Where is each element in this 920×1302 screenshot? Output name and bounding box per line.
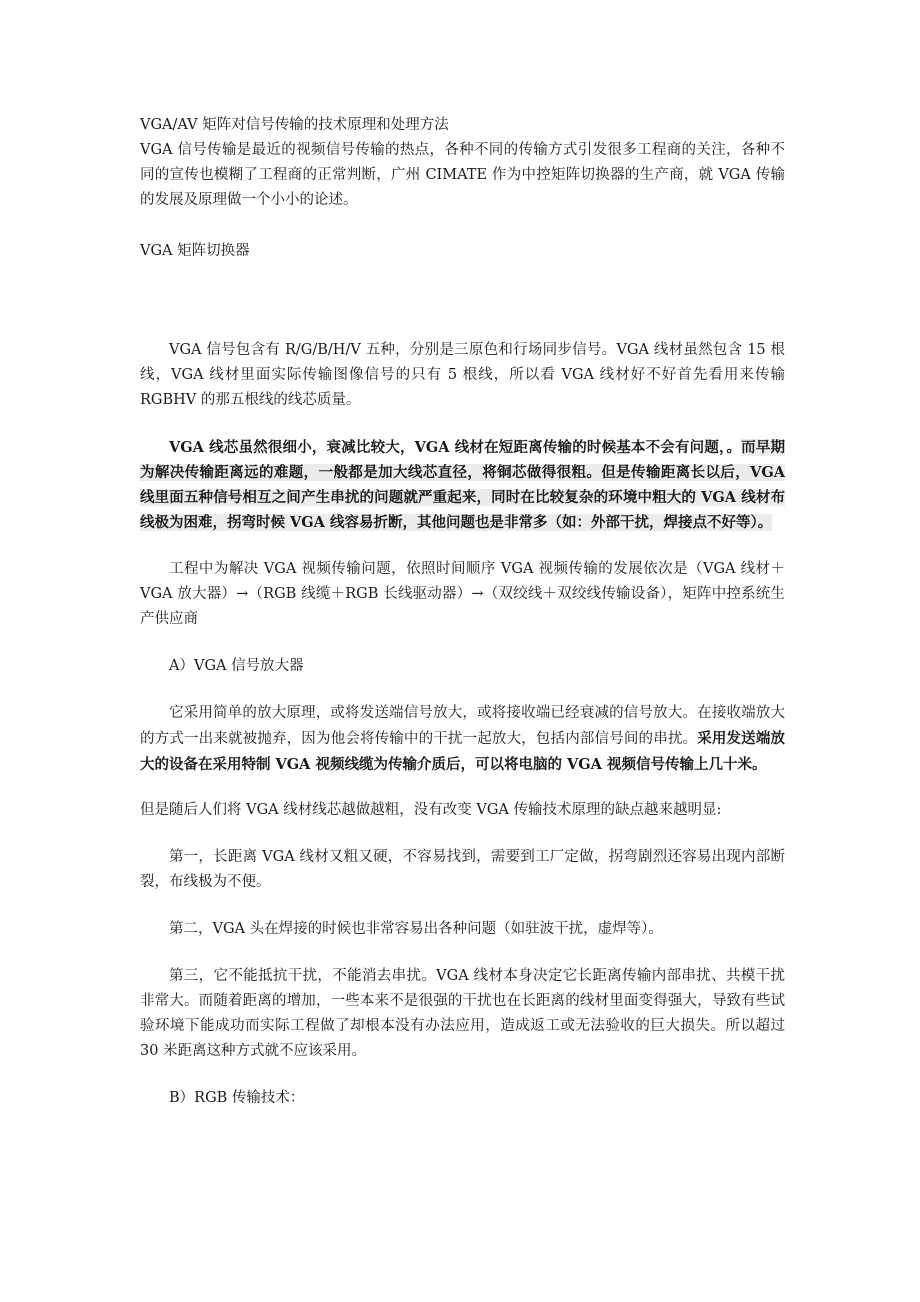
spacer xyxy=(140,413,785,435)
point-1: 第一，长距离 VGA 线材又粗又硬，不容易找到，需要到工厂定做，拐弯剧烈还容易出现内部断裂，布线极为不便。 xyxy=(140,849,785,890)
spacer xyxy=(140,942,785,964)
heading-b: B）RGB 传输技术： xyxy=(169,1090,305,1106)
spacer xyxy=(140,535,785,557)
bold-paragraph xyxy=(140,435,785,535)
history-paragraph: 工程中为解决 VGA 视频传输问题，依照时间顺序 VGA 视频传输的发展依次是（VGA 线材＋VGA 放大器）→（RGB 线缆＋RGB 长线驱动器）→（双绞线＋双绞线传输设备），矩阵中控系统生产供应商 xyxy=(140,561,785,627)
spacer xyxy=(140,264,785,338)
spacer xyxy=(140,895,785,917)
document-title: VGA/AV 矩阵对信号传输的技术原理和处理方法 xyxy=(140,117,449,133)
amplifier-bold-text: 采用发送端放大的设备在采用特制 VGA 视频线缆为传输介质后，可以将电脑的 VGA 视频信号传输上几十米。 xyxy=(140,730,786,773)
highlighted-text: 而早期为解决传输距离远的难题，一般都是加大线芯直径，将铜芯做得很粗。但是传输距离长以后，VGA 线里面五种信号相互之间产生串扰的问题就严重起来，同时在比较复杂的环境中粗大的 VGA 线材布线极为困难，拐弯时候 VGA 线容易折断，其他问题也是非常多（如：外部干扰，焊接点不好等）。 xyxy=(140,439,785,531)
amplifier-text: 它采用简单的放大原理，或将发送端信号放大，或将接收端已经衰减的信号放大。在接收端放大的方式一出来就被抛弃，因为他会将传输中的干扰一起放大，包括内部信号间的串扰。 xyxy=(140,705,785,747)
point-3: 第三，它不能抵抗干扰，不能消去串扰。VGA 线材本身决定它长距离传输内部串扰、共模干扰非常大。而随着距离的增加，一些本来不是很强的干扰也在长距离的线材里面变得强大，导致有些试验环境下能成功而实际工程做了却根本没有办法应用，造成返工或无法验收的巨大损失。所以超过 30 米距离这种方式就不应该采用。 xyxy=(140,968,785,1059)
spacer xyxy=(140,213,785,239)
spacer xyxy=(140,679,785,701)
but-paragraph: 但是随后人们将 VGA 线材线芯越做越粗，没有改变 VGA 传输技术原理的缺点越来越明显: xyxy=(140,802,722,818)
spacer xyxy=(140,1064,785,1086)
spacer xyxy=(140,632,785,654)
spacer xyxy=(140,823,785,845)
amplifier-paragraph xyxy=(140,701,785,778)
spacer xyxy=(140,778,785,798)
section-label: VGA 矩阵切换器 xyxy=(140,243,250,259)
point-2: 第二，VGA 头在焊接的时候也非常容易出各种问题（如驻波干扰，虚焊等）。 xyxy=(169,921,663,937)
heading-a: A）VGA 信号放大器 xyxy=(169,658,304,674)
bold-paragraph-part-1: VGA 线芯虽然很细小，衰减比较大，VGA 线材在短距离传输的时候基本不会有问题，。 xyxy=(169,439,742,456)
signal-paragraph: VGA 信号包含有 R/G/B/H/V 五种，分别是三原色和行场同步信号。VGA 线材虽然包含 15 根线，VGA 线材里面实际传输图像信号的只有 5 根线，所以看 VGA 线材好不好首先看用来传输 RGBHV 的那五根线的线芯质量。 xyxy=(140,342,785,408)
document-body xyxy=(140,113,785,1111)
intro-paragraph: VGA 信号传输是最近的视频信号传输的热点，各种不同的传输方式引发很多工程商的关注，各种不同的宣传也模糊了工程商的正常判断，广州 CIMATE 作为中控矩阵切换器的生产商，就 VGA 传输的发展及原理做一个小小的论述。 xyxy=(140,142,785,208)
